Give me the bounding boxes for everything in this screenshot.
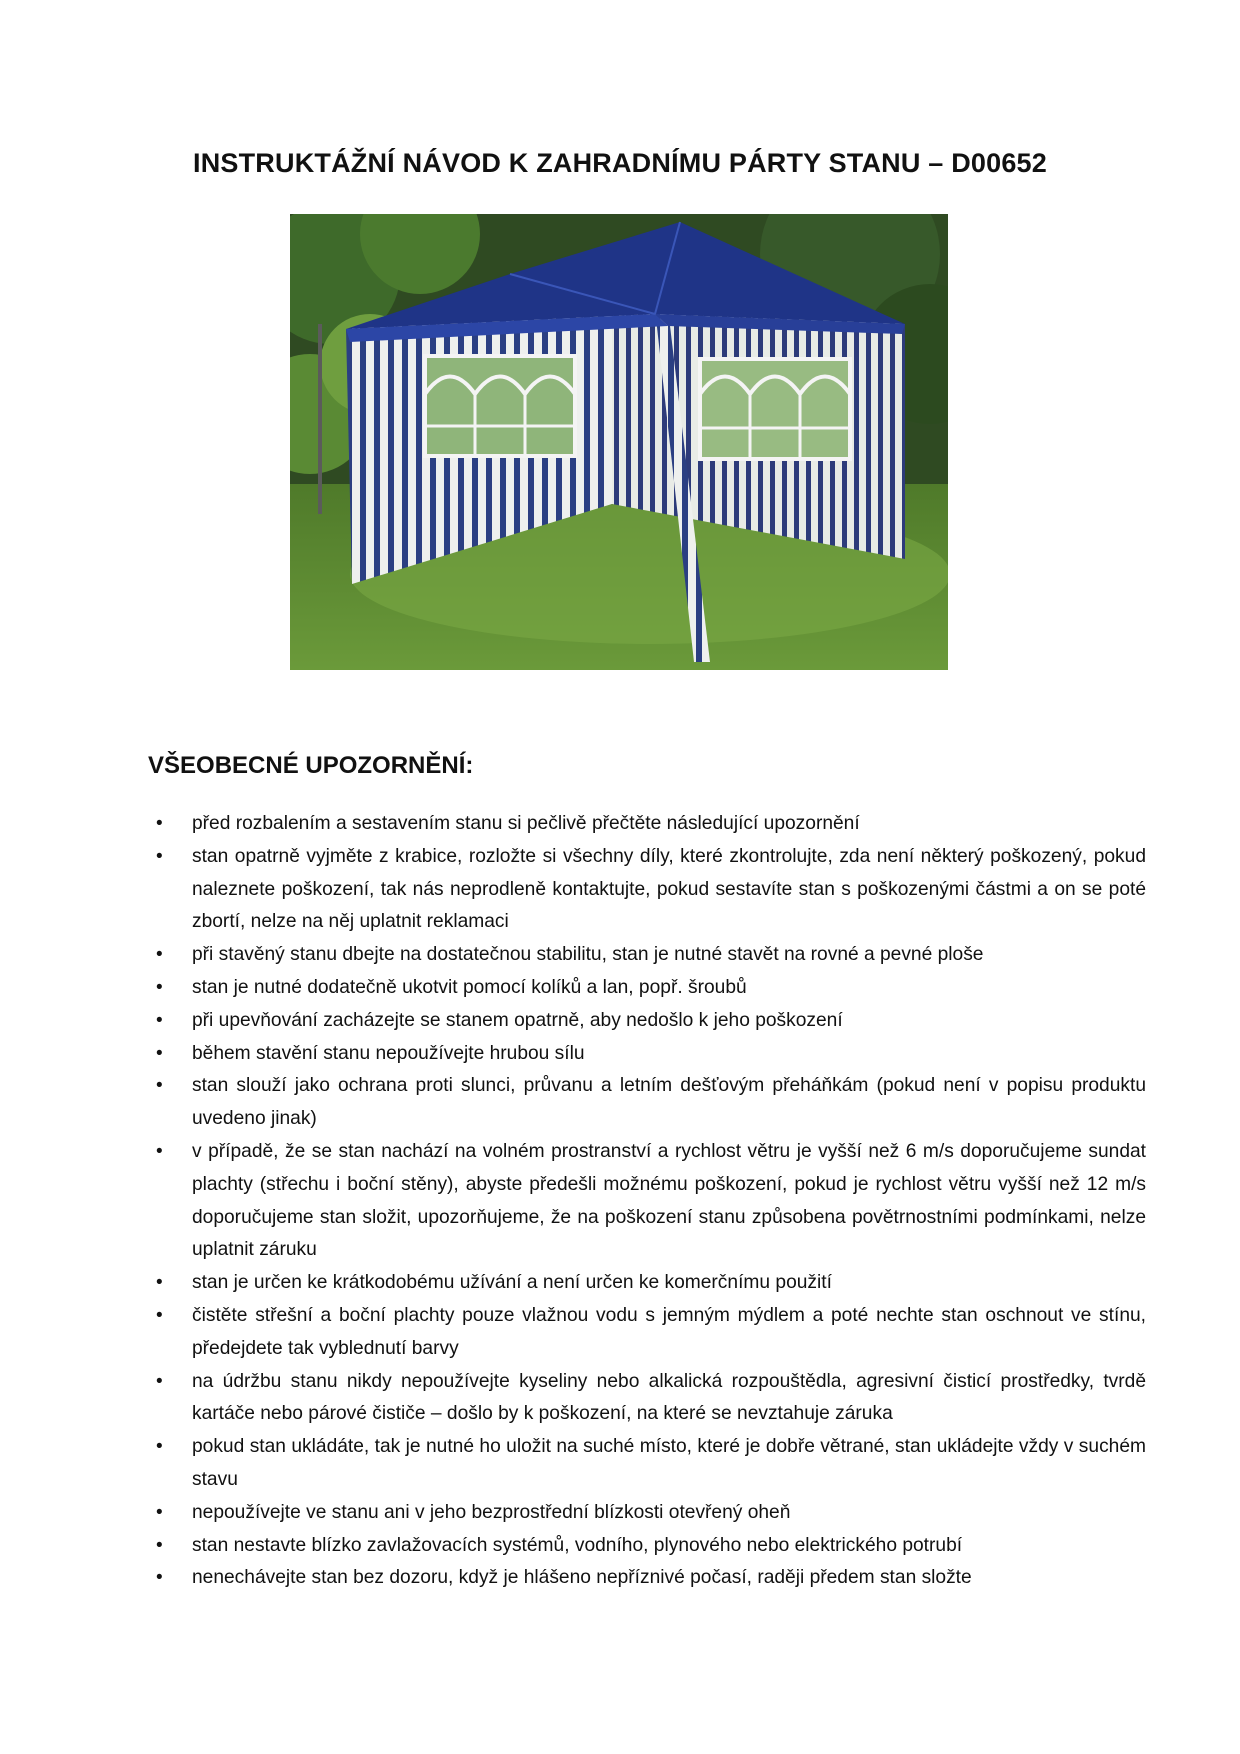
bullet: •	[156, 1272, 163, 1294]
list-item	[148, 1267, 1146, 1300]
list-item	[148, 1005, 1146, 1038]
tent-photo	[290, 214, 948, 670]
bullet: •	[156, 1501, 163, 1523]
list-item	[148, 808, 1146, 841]
list-item-text: na údržbu stanu nikdy nepoužívejte kyseliny nebo alkalická rozpouštědla, agresivní čisticí prostředky, tvrdě kartáče nebo párové čističe – došlo by k poškození, na které se nevztahuje záruka	[192, 1370, 1146, 1425]
bullet: •	[156, 845, 163, 867]
list-item-text: stan slouží jako ochrana proti slunci, průvanu a letním dešťovým přeháňkám (pokud není v popisu produktu uvedeno jinak)	[192, 1075, 1146, 1130]
list-item-text: nenechávejte stan bez dozoru, když je hlášeno nepříznivé počasí, raději předem stan složte	[192, 1567, 972, 1589]
bullet: •	[156, 1304, 163, 1326]
bullet: •	[156, 1140, 163, 1162]
bullet: •	[156, 1009, 163, 1031]
list-item	[148, 1038, 1146, 1071]
bullet: •	[156, 944, 163, 966]
list-item	[148, 1562, 1146, 1595]
list-item-text: stan je určen ke krátkodobému užívání a není určen ke komerčnímu použití	[192, 1272, 832, 1294]
list-item-text: před rozbalením a sestavením stanu si pečlivě přečtěte následující upozornění	[192, 813, 860, 834]
list-item	[148, 939, 1146, 972]
bullet: •	[156, 1042, 163, 1064]
bullet: •	[156, 1436, 163, 1458]
list-item-text: stan je nutné dodatečně ukotvit pomocí kolíků a lan, popř. šroubů	[192, 976, 747, 998]
bullet: •	[156, 1534, 163, 1556]
list-item-text: nepoužívejte ve stanu ani v jeho bezprostřední blízkosti otevřený oheň	[192, 1501, 791, 1523]
bullet: •	[156, 813, 163, 834]
list-item	[148, 1366, 1146, 1432]
list-item	[148, 1497, 1146, 1530]
list-item-text: během stavění stanu nepoužívejte hrubou sílu	[192, 1042, 585, 1064]
warnings-list	[148, 808, 1146, 1595]
list-item-text: čistěte střešní a boční plachty pouze vlažnou vodu s jemným mýdlem a poté nechte stan oschnout ve stínu, předejdete tak vyblednutí barvy	[192, 1304, 1146, 1359]
list-item	[148, 1530, 1146, 1563]
page-title: INSTRUKTÁŽNÍ NÁVOD K ZAHRADNÍMU PÁRTY STANU – D00652	[193, 148, 1047, 178]
bullet: •	[156, 976, 163, 998]
list-item	[148, 1136, 1146, 1267]
list-item	[148, 1300, 1146, 1366]
list-item-text: při stavěný stanu dbejte na dostatečnou stabilitu, stan je nutné stavět na rovné a pevné ploše	[192, 944, 984, 966]
list-item	[148, 1431, 1146, 1497]
bullet: •	[156, 1075, 163, 1097]
list-item	[148, 841, 1146, 939]
list-item	[148, 972, 1146, 1005]
list-item-text: stan nestavte blízko zavlažovacích systémů, vodního, plynového nebo elektrického potrubí	[192, 1534, 963, 1556]
list-item-text: stan opatrně vyjměte z krabice, rozložte si všechny díly, které zkontrolujte, zda není některý poškozený, pokud naleznete poškození, tak nás neprodleně kontaktujte, pokud sestavíte stan s poškozenými částmi a on se poté zbortí, nelze na něj uplatnit reklamaci	[192, 845, 1146, 933]
bullet: •	[156, 1370, 163, 1392]
list-item-text: při upevňování zacházejte se stanem opatrně, aby nedošlo k jeho poškození	[192, 1009, 843, 1031]
list-item-text: pokud stan ukládáte, tak je nutné ho uložit na suché místo, které je dobře větrané, stan ukládejte vždy v suchém stavu	[192, 1436, 1146, 1490]
list-item	[148, 1070, 1146, 1136]
bullet: •	[156, 1567, 163, 1589]
section-heading: VŠEOBECNÉ UPOZORNĚNÍ:	[148, 752, 474, 779]
list-item-text: v případě, že se stan nachází na volném prostranství a rychlost větru je vyšší než 6 m/s doporučujeme sundat plachty (střechu i boční stěny), abyste předešli možnému poškození, pokud je rychlost větru vyšší než 12 m/s doporučujeme stan složit, upozorňujeme, že na poškození stanu způsobena povětrnostními podmínkami, nelze uplatnit záruku	[192, 1140, 1146, 1261]
